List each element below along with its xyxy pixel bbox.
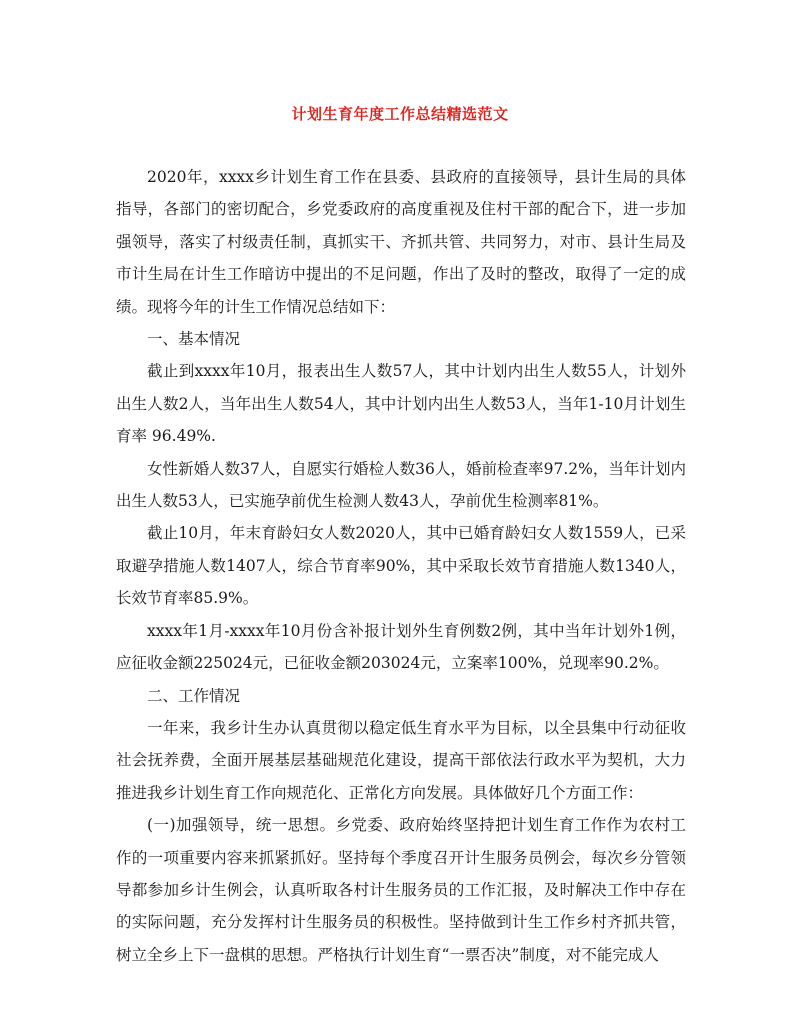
document-title: 计划生育年度工作总结精选范文 <box>291 105 509 123</box>
section-heading-basic-situation: 一、基本情况 <box>147 330 241 349</box>
paragraph-leadership: (一)加强领导，统一思想。乡党委、政府始终坚持把计划生育工作作为农村工作的一项重要内容来抓紧抓好。坚持每个季度召开计生服务员例会，每次乡分管领导都参加乡计生例会，认真听取各村计生服务员的工作汇报，及时解决工作中存在的实际问题，充分发挥村计生服务员的积极性。坚持做到计生工作乡村齐抓共管，树立全乡上下一盘棋的思想。严格执行计划生育“一票否决”制度，对不能完成人 <box>116 816 686 964</box>
paragraph-intro: 2020年，xxxx乡计划生育工作在县委、县政府的直接领导，县计生局的具体指导，各部门的密切配合，乡党委政府的高度重视及住村干部的配合下，进一步加强领导，落实了村级责任制，真抓实干、齐抓共管、共同努力，对市、县计生局及市计生局在计生工作暗访中提出的不足问题，作出了及时的整改，取得了一定的成绩。现将今年的计生工作情况总结如下： <box>116 168 686 316</box>
section-heading-work-situation: 二、工作情况 <box>147 686 241 705</box>
paragraph-contraception: 截止10月，年末育龄妇女人数2020人，其中已婚育龄妇女人数1559人，已采取避孕措施人数1407人，综合节育率90%，其中采取长效节育措施人数1340人，长效节育率85.9%。 <box>116 524 686 608</box>
paragraph-work-overview: 一年来，我乡计生办认真贯彻以稳定低生育水平为目标，以全县集中行动征收社会抚养费，全面开展基层基础规范化建设，提高干部依法行政水平为契机，大力推进我乡计划生育工作向规范化、正常化方向发展。具体做好几个方面工作： <box>116 718 686 802</box>
document-body <box>116 161 686 971</box>
paragraph-marriage-checks: 女性新婚人数37人，自愿实行婚检人数36人，婚前检查率97.2%，当年计划内出生人数53人，已实施孕前优生检测人数43人，孕前优生检测率81%。 <box>116 459 686 511</box>
paragraph-birth-statistics: 截止到xxxx年10月，报表出生人数57人，其中计划内出生人数55人，计划外出生人数2人，当年出生人数54人，其中计划内出生人数53人，当年1-10月计划生育率 96.49%. <box>116 362 686 446</box>
paragraph-fees: xxxx年1月-xxxx年10月份含补报计划外生育例数2例，其中当年计划外1例，应征收金额225024元，已征收金额203024元，立案率100%，兑现率90.2%。 <box>116 621 686 673</box>
